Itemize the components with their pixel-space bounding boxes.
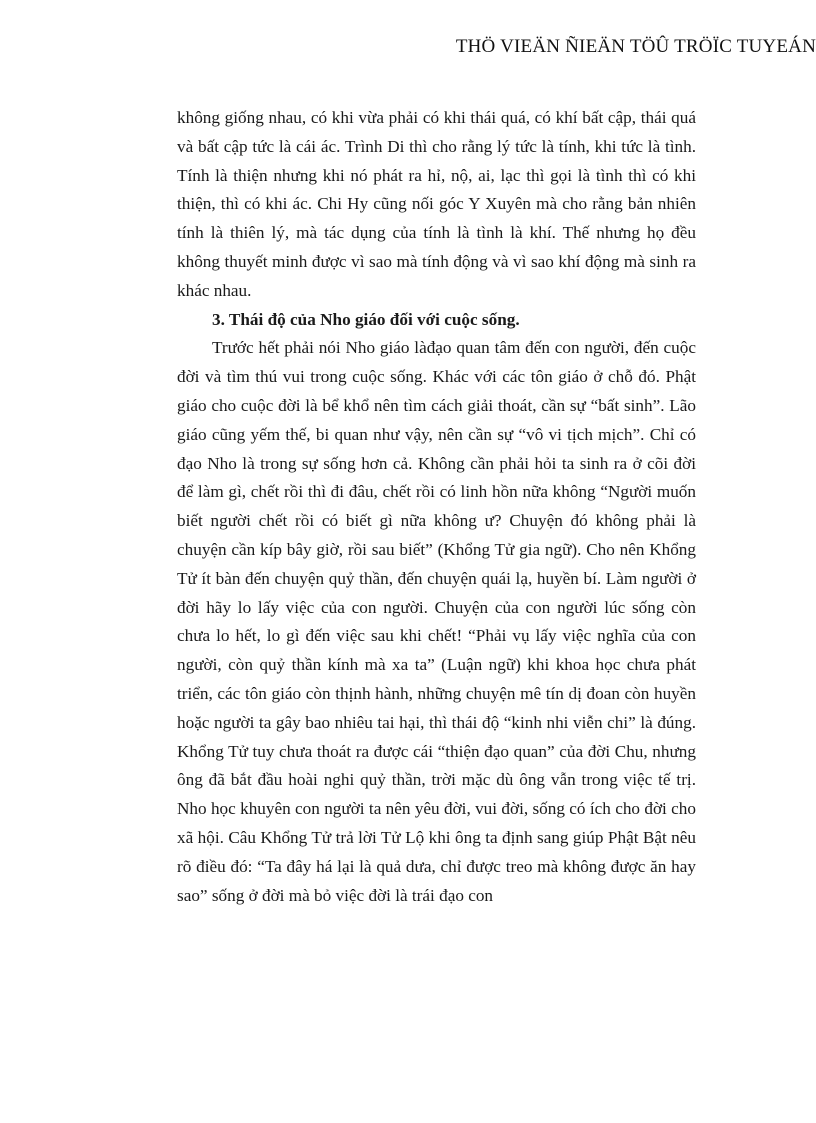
page-header: THÖ VIEÄN ÑIEÄN TÖÛ TRÖÏC TUYEÁN (455, 36, 816, 57)
body-paragraph: Trước hết phải nói Nho giáo làđạo quan tâm đến con người, đến cuộc đời và tìm thú vui trong cuộc sống. Khác với các tôn giáo ở chỗ đó. Phật giáo cho cuộc đời là bể khổ nên tìm cách giải thoát, cần sự “bất sinh”. Lão giáo cũng yếm thế, bi quan như vậy, nên cần sự “vô vi tịch mịch”. Chỉ có đạo Nho là trong sự sống hơn cả. Không cần phải hỏi ta sinh ra ở cõi đời để làm gì, chết rồi thì đi đâu, chết rồi có linh hồn nữa không “Người muốn biết người chết rồi có biết gì nữa không ư? Chuyện đó không phải là chuyện cần kíp bây giờ, rồi sau biết” (Khổng Tử gia ngữ). Cho nên Khổng Tử ít bàn đến chuyện quỷ thần, đến chuyện quái lạ, huyền bí. Làm người ở đời hãy lo lấy việc của con người. Chuyện của con người lúc sống còn chưa lo hết, lo gì đến việc sau khi chết! “Phải vụ lấy việc nghĩa của con người, còn quỷ thần kính mà xa ta” (Luận ngữ) khi khoa học chưa phát triển, các tôn giáo còn thịnh hành, những chuyện mê tín dị đoan còn huyền hoặc người ta gây bao nhiêu tai hại, thì thái độ “kinh nhi viễn chi” là đúng. Khổng Tử tuy chưa thoát ra được cái “thiện đạo quan” của đời Chu, nhưng ông đã bắt đầu hoài nghi quỷ thần, trời mặc dù ông vẫn trong việc tế trị. Nho học khuyên con người ta nên yêu đời, vui đời, sống có ích cho đời cho xã hội. Câu Khổng Tử trả lời Tử Lộ khi ông ta định sang giúp Phật Bật nêu rõ điều đó: “Ta đây há lại là quả dưa, chỉ được treo mà không được ăn hay sao” sống ở đời mà bỏ việc đời là trái đạo con (177, 338, 696, 905)
page-body (177, 104, 696, 910)
section-heading: 3. Thái độ của Nho giáo đối với cuộc sống. (212, 309, 520, 329)
body-paragraph: không giống nhau, có khi vừa phải có khi thái quá, có khí bất cập, thái quá và bất cập tức là cái ác. Trình Di thì cho rằng lý tức là tính, khi tức là tình. Tính là thiện nhưng khi nó phát ra hỉ, nộ, ai, lạc thì gọi là tình thì có khi thiện, thì có khi ác. Chi Hy cũng nối góc Y Xuyên mà cho rằng bản nhiên tính là thiên lý, mà tác dụng của tính là tình là khí. Thế nhưng họ đều không thuyết minh được vì sao mà tính động và vì sao khí động mà sinh ra khác nhau. (177, 108, 696, 300)
